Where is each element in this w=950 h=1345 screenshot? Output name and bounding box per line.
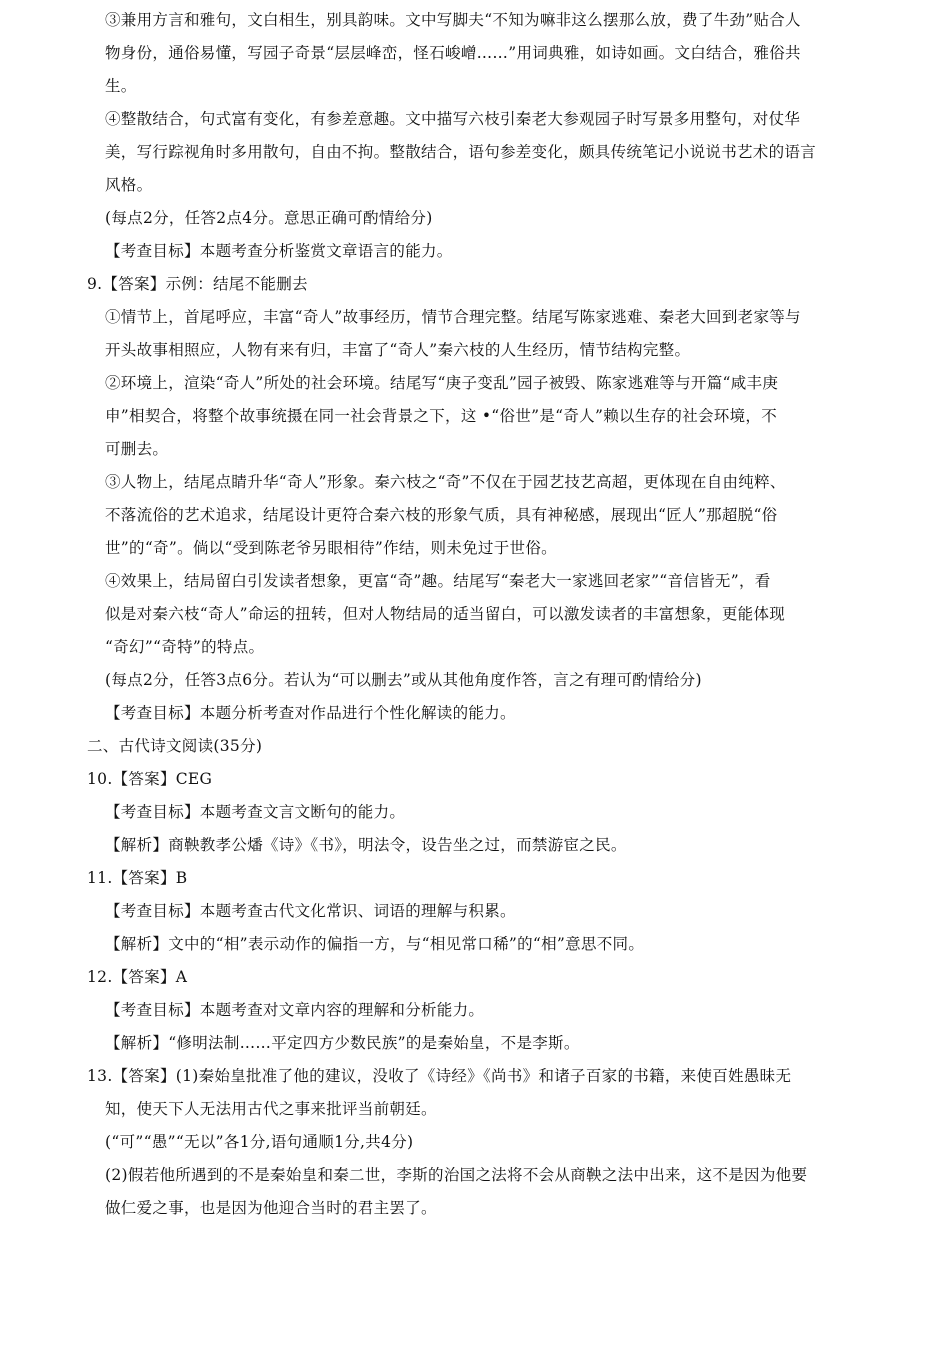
answer-line: 美，写行踪视角时多用散句，自由不拘。整散结合，语句参差变化，颇具传统笔记小说说书艺术的语言 xyxy=(105,143,817,161)
answer-line: ③兼用方言和雅句，文白相生，别具韵味。文中写脚夫“不知为嘛非这么摆那么放，费了牛劲”贴合人 xyxy=(105,11,801,29)
answer-line: (2)假若他所遇到的不是秦始皇和秦二世，李斯的治国之法将不会从商鞅之法中出来，这不是因为他要 xyxy=(105,1166,808,1184)
question-11-answer: 11.【答案】B xyxy=(87,869,188,887)
answer-line: 知，使天下人无法用古代之事来批评当前朝廷。 xyxy=(105,1100,437,1118)
question-12-answer: 12.【答案】A xyxy=(87,968,188,986)
scoring-note: (每点2分，任答2点4分。意思正确可酌情给分) xyxy=(105,209,433,227)
answer-line: 物身份，通俗易懂，写园子奇景“层层峰峦，怪石峻嶒……”用词典雅，如诗如画。文白结合，雅俗共 xyxy=(105,44,801,62)
scoring-note: (每点2分，任答3点6分。若认为“可以删去”或从其他角度作答，言之有理可酌情给分) xyxy=(105,671,702,689)
answer-line: 风格。 xyxy=(105,176,153,194)
objective-line: 【考查目标】本题考查分析鉴赏文章语言的能力。 xyxy=(105,242,453,260)
answer-line: ③人物上，结尾点睛升华“奇人”形象。秦六枝之“奇”不仅在于园艺技艺高超，更体现在自由纯粹、 xyxy=(105,473,786,491)
question-13-answer: 13.【答案】(1)秦始皇批准了他的建议，没收了《诗经》《尚书》和诸子百家的书籍，来使百姓愚昧无 xyxy=(87,1067,792,1085)
answer-line: 似是对秦六枝“奇人”命运的扭转，但对人物结局的适当留白，可以激发读者的丰富想象，更能体现 xyxy=(105,605,786,623)
answer-line: 世”的“奇”。倘以“受到陈老爷另眼相待”作结，则未免过于世俗。 xyxy=(105,539,557,557)
answer-line: ①情节上，首尾呼应，丰富“奇人”故事经历，情节合理完整。结尾写陈家逃难、秦老大回到老家等与 xyxy=(105,308,801,326)
answer-line: ④整散结合，句式富有变化，有参差意趣。文中描写六枝引秦老大参观园子时写景多用整句，对仗华 xyxy=(105,110,801,128)
answer-line: “奇幻”“奇特”的特点。 xyxy=(105,638,265,656)
analysis-line: 【解析】商鞅教孝公燔《诗》《书》，明法令，设告坐之过，而禁游宦之民。 xyxy=(105,836,627,854)
analysis-line: 【解析】文中的“相”表示动作的偏指一方，与“相见常口稀”的“相”意思不同。 xyxy=(105,935,645,953)
answer-line: 开头故事相照应，人物有来有归，丰富了“奇人”秦六枝的人生经历，情节结构完整。 xyxy=(105,341,691,359)
section-heading: 二、古代诗文阅读(35分) xyxy=(87,737,263,755)
question-9-answer: 9.【答案】示例：结尾不能删去 xyxy=(87,275,308,293)
objective-line: 【考查目标】本题分析考查对作品进行个性化解读的能力。 xyxy=(105,704,516,722)
question-10-answer: 10.【答案】CEG xyxy=(87,770,213,788)
objective-line: 【考查目标】本题考查古代文化常识、词语的理解与积累。 xyxy=(105,902,516,920)
answer-line: 不落流俗的艺术追求，结尾设计更符合秦六枝的形象气质，具有神秘感，展现出“匠人”那超脱“俗 xyxy=(105,506,778,524)
scoring-note: (“可”“愚”“无以”各1分,语句通顺1分,共4分) xyxy=(105,1133,414,1151)
objective-line: 【考查目标】本题考查文言文断句的能力。 xyxy=(105,803,406,821)
answer-line: 申”相契合，将整个故事统摄在同一社会背景之下，这 •“俗世”是“奇人”赖以生存的社会环境，不 xyxy=(105,407,777,425)
answer-line: ④效果上，结局留白引发读者想象，更富“奇”趣。结尾写“秦老大一家逃回老家”“音信皆无”，看 xyxy=(105,572,771,590)
objective-line: 【考查目标】本题考查对文章内容的理解和分析能力。 xyxy=(105,1001,485,1019)
answer-line: 可删去。 xyxy=(105,440,169,458)
answer-line: 做仁爱之事，也是因为他迎合当时的君主罢了。 xyxy=(105,1199,437,1217)
answer-line: 生。 xyxy=(105,77,137,95)
analysis-line: 【解析】“修明法制……平定四方少数民族”的是秦始皇，不是李斯。 xyxy=(105,1034,580,1052)
answer-line: ②环境上，渲染“奇人”所处的社会环境。结尾写“庚子变乱”园子被毁、陈家逃难等与开篇“咸丰庚 xyxy=(105,374,779,392)
